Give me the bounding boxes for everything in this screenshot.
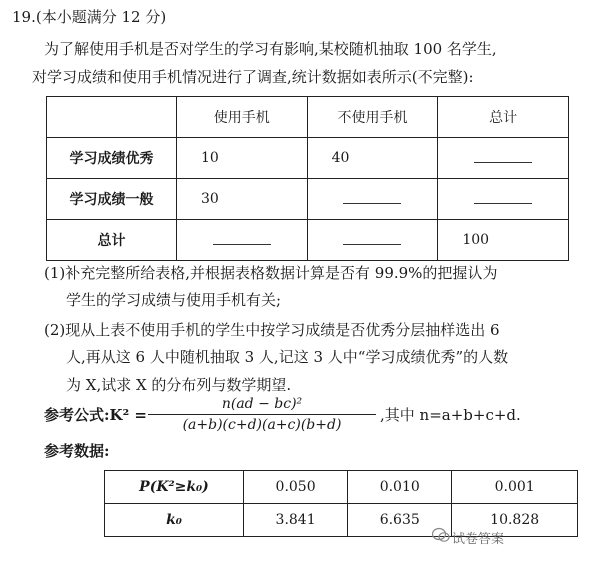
- part2-line-1: (2)现从上表不使用手机的学生中按学习成绩是否优秀分层抽样选出 6: [44, 321, 500, 339]
- formula-tail: ,其中 n=a+b+c+d.: [380, 406, 521, 424]
- row-label: 学习成绩一般: [47, 179, 177, 220]
- ref-row-label: P(K²≥k₀): [105, 471, 244, 504]
- ref-cell: 0.050: [244, 471, 348, 504]
- question-number: 19.(本小题满分 12 分): [12, 8, 167, 26]
- row-label: 学习成绩优秀: [47, 138, 177, 179]
- survey-table: [46, 96, 569, 261]
- header-cell-empty: [47, 97, 177, 138]
- cell-value: 10: [176, 138, 307, 179]
- table-row: [105, 504, 578, 537]
- reference-table: [104, 470, 578, 537]
- blank-cell: [438, 138, 569, 179]
- formula-fraction: [148, 396, 376, 433]
- header-use-phone: 使用手机: [176, 97, 307, 138]
- blank-cell: [307, 220, 438, 261]
- intro-line-1: 为了解使用手机是否对学生的学习有影响,某校随机抽取 100 名学生,: [44, 40, 497, 58]
- answer-blank: [213, 232, 271, 245]
- formula-label: 参考公式:K² =: [44, 406, 147, 424]
- part2-line-2: 人,再从这 6 人中随机抽取 3 人,记这 3 人中“学习成绩优秀”的人数: [66, 348, 509, 366]
- intro-line-2: 对学习成绩和使用手机情况进行了调查,统计数据如表所示(不完整):: [32, 68, 474, 86]
- header-total: 总计: [438, 97, 569, 138]
- part1-line-1: (1)补充完整所给表格,并根据表格数据计算是否有 99.9%的把握认为: [44, 264, 498, 282]
- header-no-phone: 不使用手机: [307, 97, 438, 138]
- watermark: 试卷答案: [452, 532, 505, 547]
- ref-cell: 0.010: [348, 471, 452, 504]
- part1-line-2: 学生的学习成绩与使用手机有关;: [66, 291, 282, 309]
- wechat-icon: [432, 527, 450, 543]
- formula-denominator: (a+b)(c+d)(a+c)(b+d): [182, 417, 342, 433]
- blank-cell: [307, 179, 438, 220]
- answer-blank: [474, 150, 532, 163]
- part2-line-3: 为 X,试求 X 的分布列与数学期望.: [66, 376, 292, 394]
- cell-value: 30: [176, 179, 307, 220]
- cell-value: 40: [307, 138, 438, 179]
- blank-cell: [438, 179, 569, 220]
- row-label: 总计: [47, 220, 177, 261]
- table-row: [47, 138, 569, 179]
- table-row: [105, 471, 578, 504]
- ref-cell: 6.635: [348, 504, 452, 537]
- reference-label: 参考数据:: [44, 442, 110, 460]
- answer-blank: [474, 191, 532, 204]
- answer-blank: [343, 191, 401, 204]
- cell-value: 100: [438, 220, 569, 261]
- table-header-row: [47, 97, 569, 138]
- ref-cell: 10.828: [452, 504, 578, 537]
- answer-blank: [343, 232, 401, 245]
- ref-cell: 0.001: [452, 471, 578, 504]
- ref-cell: 3.841: [244, 504, 348, 537]
- table-row: [47, 220, 569, 261]
- ref-row-label: k₀: [105, 504, 244, 537]
- formula-numerator: n(ad − bc)²: [221, 396, 303, 412]
- table-row: [47, 179, 569, 220]
- blank-cell: [176, 220, 307, 261]
